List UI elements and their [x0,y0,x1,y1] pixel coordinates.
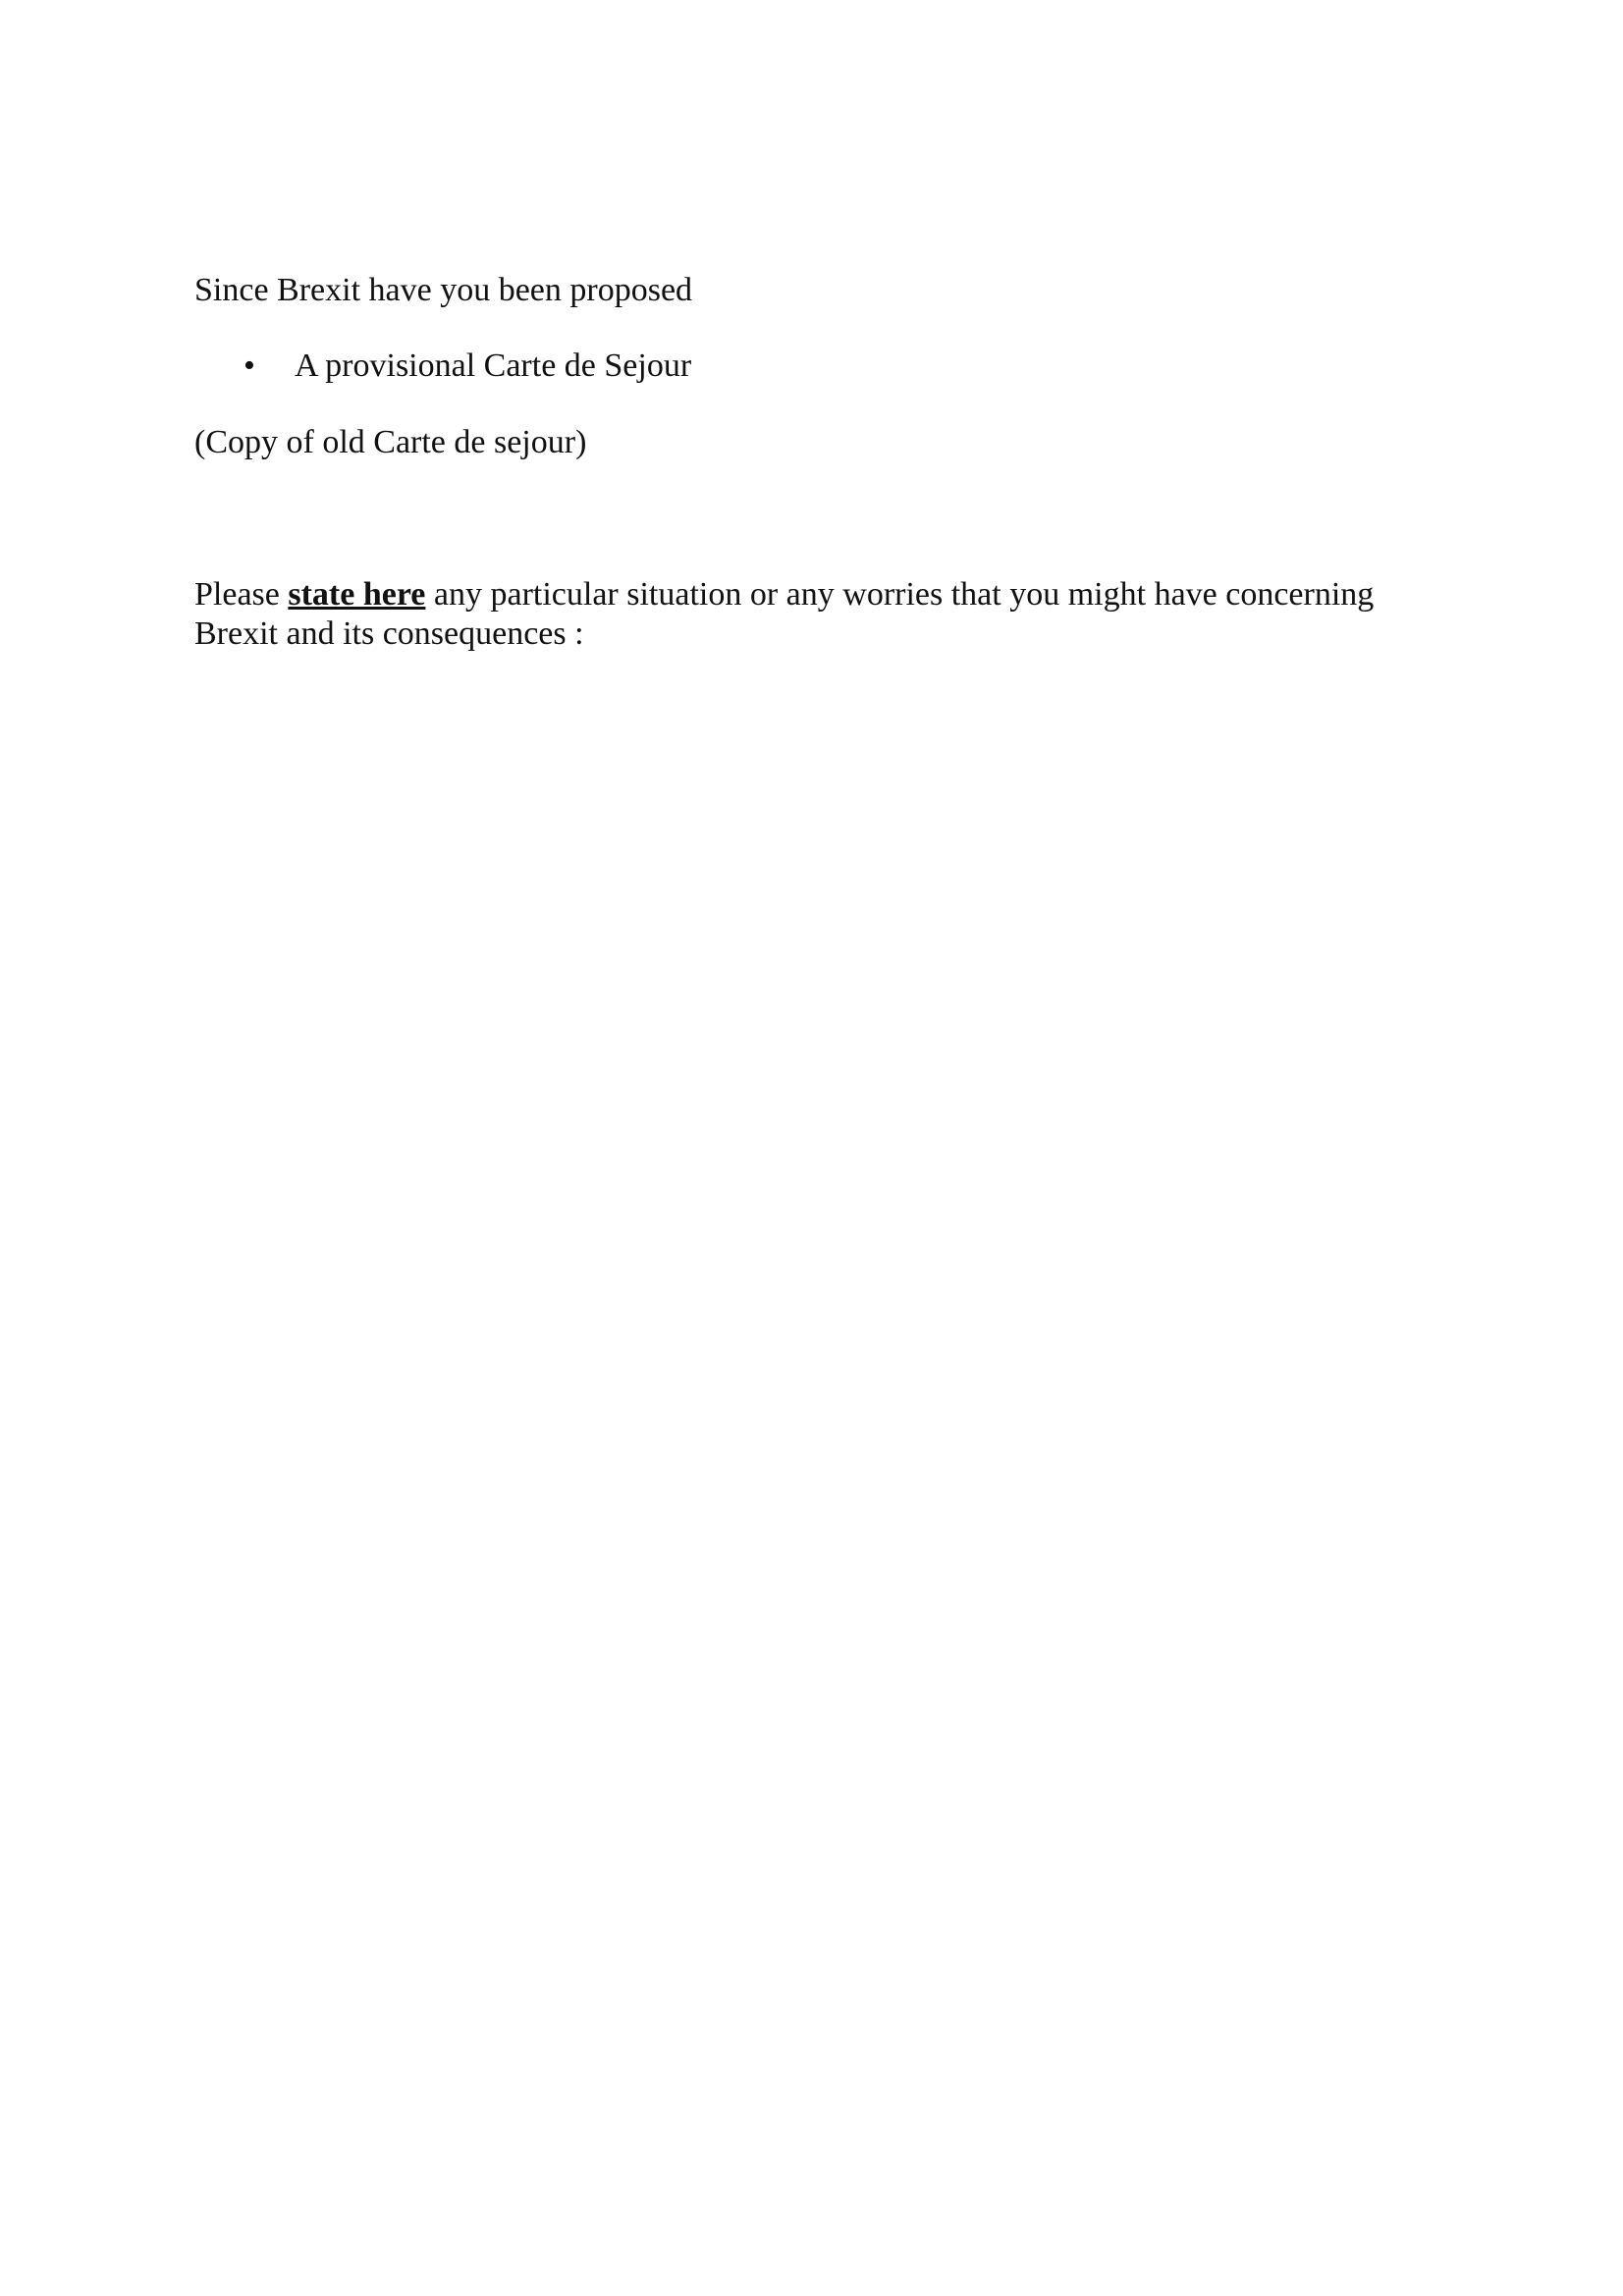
worries-prompt-paragraph [194,575,1432,654]
bullet-icon: • [243,347,255,384]
intro-question: Since Brexit have you been proposed [194,272,693,308]
prompt-emphasis: state here [288,576,426,613]
bullet-list-item [243,347,691,386]
prompt-line2: Brexit and its consequences : [194,615,584,652]
copy-note: (Copy of old Carte de sejour) [194,424,587,460]
prompt-prefix: Please [194,576,289,613]
bullet-item-label: A provisional Carte de Sejour [295,347,692,384]
prompt-line1-rest: any particular situation or any worries that you might have concerning [425,576,1375,613]
